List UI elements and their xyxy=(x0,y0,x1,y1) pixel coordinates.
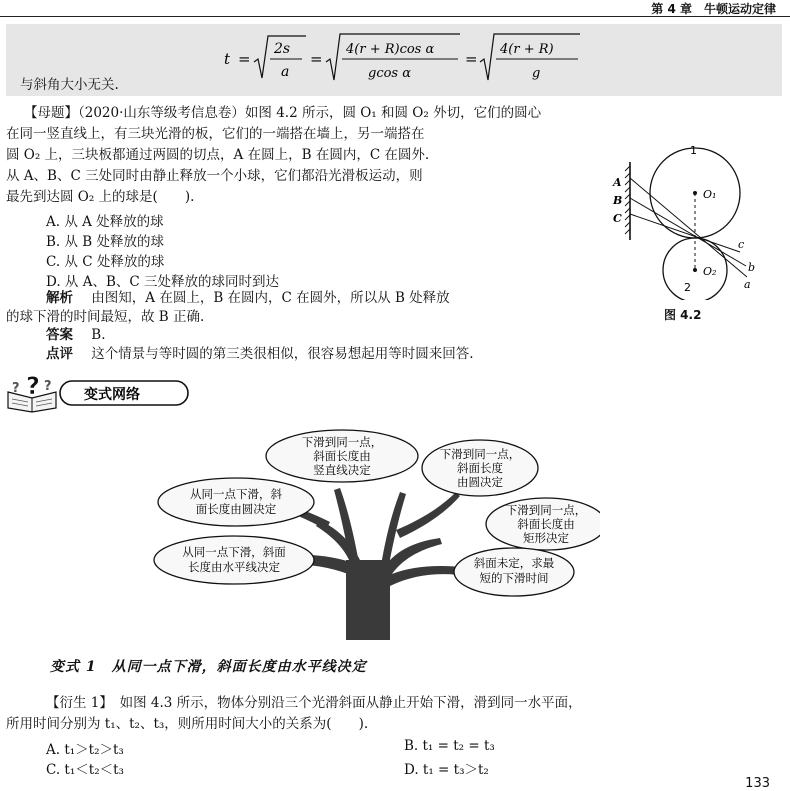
formula-den-1: a xyxy=(281,64,290,80)
tree-node-6-line-1: 斜面未定，求最 xyxy=(473,556,555,570)
derived-option-d: D. t₁ = t₃＞t₂ xyxy=(404,762,489,778)
tree-node-5-line-1: 从同一点下滑，斜面 xyxy=(182,545,286,559)
comment-text: 这个情景与等时圆的第三类很相似，很容易想起用等时圆来回答. xyxy=(91,346,474,362)
formula-den-2: gcos α xyxy=(368,66,412,81)
tree-node-4-line-2: 斜面长度由 xyxy=(517,517,575,531)
label-a-point: A xyxy=(613,176,622,189)
board-c xyxy=(630,214,740,252)
label-c-point: C xyxy=(613,212,622,225)
derived-option-c: C. t₁＜t₂＜t₃ xyxy=(46,762,124,778)
derived-option-a: A. t₁＞t₂＞t₃ xyxy=(46,742,124,758)
center-o1 xyxy=(693,191,697,195)
problem-line-1: 【母题】（2020·山东等级考信息卷）如图 4.2 所示，圆 O₁ 和圆 O₂ 外切，它们的圆心 xyxy=(24,105,542,121)
derived-option-b: B. t₁ = t₂ = t₃ xyxy=(404,738,495,754)
formula-den-3: g xyxy=(532,66,541,81)
formula-eq-3: = xyxy=(465,50,478,68)
sqrt-sign-3 xyxy=(480,34,580,80)
problem-line-2: 在同一竖直线上，有三块光滑的板，它们的一端搭在墙上，另一端搭在 xyxy=(6,126,425,142)
option-b: B. 从 B 处释放的球 xyxy=(46,234,165,250)
page-number: 133 xyxy=(745,776,770,791)
section-banner xyxy=(2,366,202,414)
label-b-point: B xyxy=(613,194,623,207)
svg-text:?: ? xyxy=(12,381,20,396)
label-a-end: a xyxy=(744,278,751,291)
label-b-end: b xyxy=(748,261,756,274)
tree-node-1-line-1: 下滑到同一点， xyxy=(301,435,383,449)
formula-num-1: 2s xyxy=(274,41,291,57)
tree-node-2-line-1: 下滑到同一点， xyxy=(439,447,521,461)
derived-1-line-2: 所用时间分别为 t₁、t₂、t₃，则所用时间大小的关系为( ). xyxy=(6,716,369,732)
svg-text:?: ? xyxy=(44,379,52,394)
figure-4-2 xyxy=(600,140,780,300)
formula-t: t xyxy=(224,50,231,68)
analysis-line-2: 的球下滑的时间最短，故 B 正确. xyxy=(6,309,205,325)
formula-note: 与斜角大小无关. xyxy=(20,77,119,93)
label-circle-2: 2 xyxy=(684,281,691,294)
answer-label: 答案 xyxy=(46,327,73,343)
formula-equation xyxy=(6,24,782,96)
label-c-end: c xyxy=(738,238,745,251)
tree-node-1-line-2: 斜面长度由 xyxy=(313,449,371,463)
board-b xyxy=(630,198,746,266)
tree-node-2-line-2: 斜面长度 xyxy=(457,461,503,475)
tree-node-3-line-2: 面长度由圆决定 xyxy=(195,502,277,516)
tree-node-4-line-1: 下滑到同一点， xyxy=(505,503,587,517)
tree-node-1-line-3: 竖直线决定 xyxy=(313,463,371,477)
problem-line-5: 最先到达圆 O₂ 上的球是( ). xyxy=(6,189,195,205)
formula-num-3: 4(r + R) xyxy=(500,42,554,57)
option-a: A. 从 A 处释放的球 xyxy=(46,214,164,230)
analysis-text-1: 由图知，A 在圆上，B 在圆内，C 在圆外，所以从 B 处释放 xyxy=(91,290,450,306)
label-o1: O₁ xyxy=(703,188,717,201)
tree-node-2-line-3: 由圆决定 xyxy=(457,475,503,489)
chapter-title: 第 4 章 牛顿运动定律 xyxy=(651,2,776,16)
svg-text:?: ? xyxy=(26,372,40,400)
comment-label: 点评 xyxy=(46,346,73,362)
answer-value: B. xyxy=(91,327,106,343)
formula-box xyxy=(6,24,782,96)
variant-tree-diagram xyxy=(150,420,600,640)
figure-caption: 图 4.2 xyxy=(664,308,702,322)
section-title: 变式网络 xyxy=(84,387,140,403)
label-o2: O₂ xyxy=(703,265,717,278)
comment-line xyxy=(46,345,474,363)
option-d: D. 从 A、B、C 三处释放的球同时到达 xyxy=(46,274,280,290)
formula-eq-2: = xyxy=(310,50,323,68)
formula-num-2: 4(r + R)cos α xyxy=(346,42,435,57)
book-question-icon xyxy=(8,372,56,412)
analysis-label: 解析 xyxy=(46,290,73,306)
answer-line xyxy=(46,326,106,344)
running-header xyxy=(0,0,790,17)
problem-line-4: 从 A、B、C 三处同时由静止释放一个小球，它们都沿光滑板运动，则 xyxy=(6,168,423,184)
derived-1-line-1: 【衍生 1】 如图 4.3 所示，物体分别沿三个光滑斜面从静止开始下滑，滑到同一水平面， xyxy=(46,695,582,711)
tree-node-3-line-1: 从同一点下滑，斜 xyxy=(190,487,282,501)
tree-node-6-line-2: 短的下滑时间 xyxy=(479,571,549,585)
label-circle-1: 1 xyxy=(690,144,697,157)
board-a xyxy=(630,178,747,277)
option-c: C. 从 C 处释放的球 xyxy=(46,254,165,270)
variant-1-title: 变式 1 从同一点下滑，斜面长度由水平线决定 xyxy=(50,659,367,675)
tree-node-4-line-3: 矩形决定 xyxy=(523,531,569,545)
formula-eq-1: = xyxy=(238,50,251,68)
tree-node-5-line-2: 长度由水平线决定 xyxy=(188,560,280,574)
analysis-line-1 xyxy=(46,289,450,307)
center-o2 xyxy=(693,268,697,272)
problem-line-3: 圆 O₂ 上，三块板都通过两圆的切点，A 在圆上，B 在圆内，C 在圆外. xyxy=(6,147,430,163)
